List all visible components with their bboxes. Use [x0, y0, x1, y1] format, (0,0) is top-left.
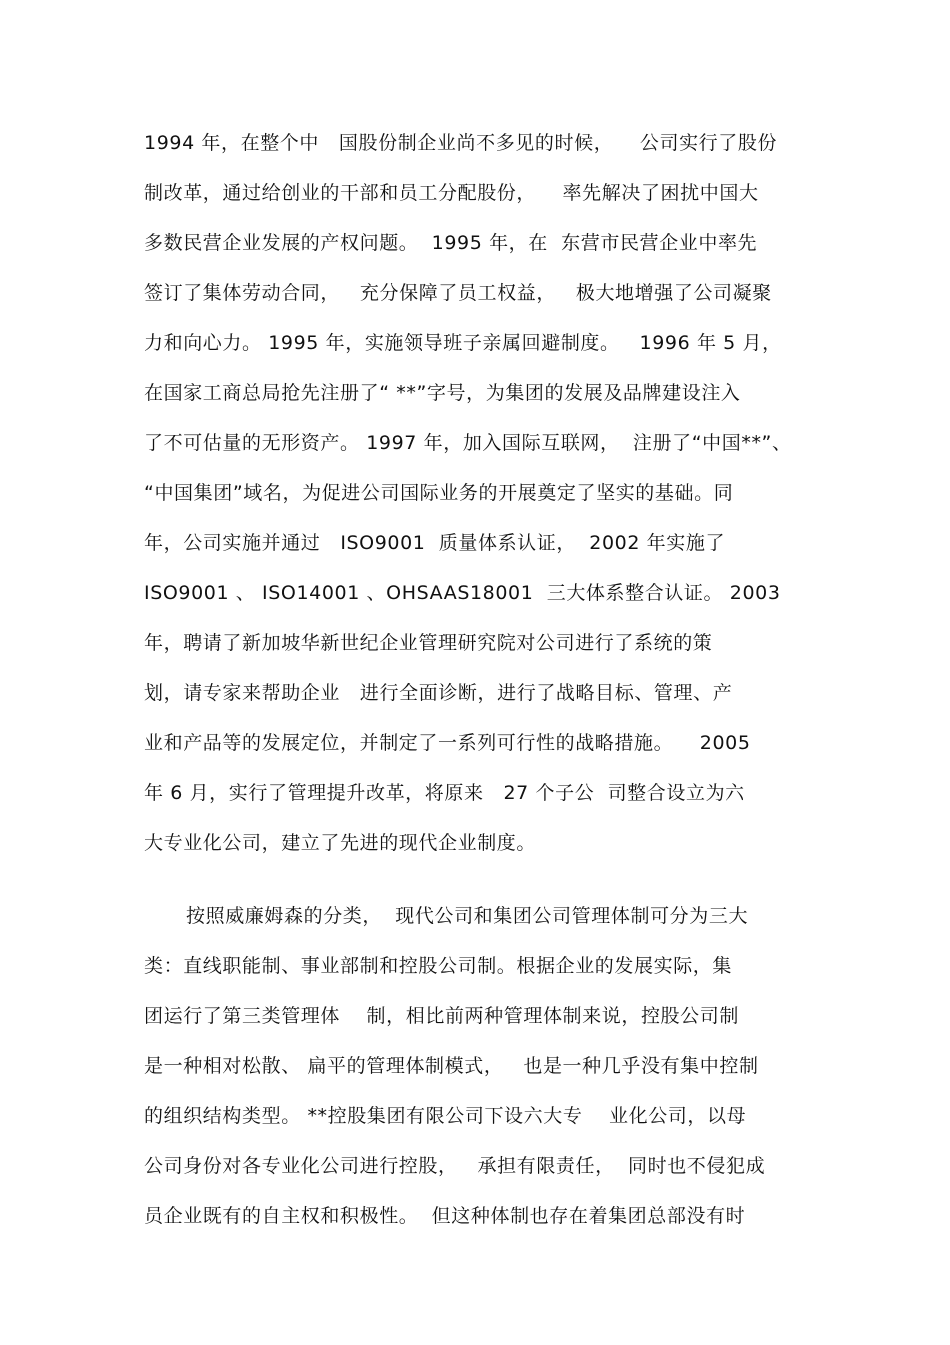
text-line: 是一种相对松散、 扁平的管理体制模式， 也是一种几乎没有集中控制 [144, 1055, 759, 1077]
text-line: 年，聘请了新加坡华新世纪企业管理研究院对公司进行了系统的策 [144, 632, 713, 654]
text-line: 划，请专家来帮助企业 进行全面诊断，进行了战略目标、管理、产 [144, 682, 733, 704]
text-line: 多数民营企业发展的产权问题。 1995 年，在 东营市民营企业中率先 [144, 232, 758, 254]
text-line: 签订了集体劳动合同， 充分保障了员工权益， 极大地增强了公司凝聚 [144, 282, 772, 304]
text-line: 类：直线职能制、事业部制和控股公司制。根据企业的发展实际，集 [144, 955, 733, 977]
text-line: 年 6 月，实行了管理提升改革，将原来 27 个子公 司整合设立为六 [144, 782, 745, 804]
text-line: “中国集团”域名，为促进公司国际业务的开展奠定了坚实的基础。同 [144, 482, 734, 504]
text-line: 的组织结构类型。 **控股集团有限公司下设六大专 业化公司，以母 [144, 1105, 747, 1127]
text-line: ISO9001 、 ISO14001 、OHSAAS18001 三大体系整合认证。 2003 [144, 582, 781, 604]
text-line: 公司身份对各专业化公司进行控股， 承担有限责任， 同时也不侵犯成 [144, 1155, 766, 1177]
text-line: 业和产品等的发展定位，并制定了一系列可行性的战略措施。 2005 [144, 732, 751, 754]
text-line: 1994 年，在整个中 国股份制企业尚不多见的时候， 公司实行了股份 [144, 132, 778, 154]
text-line: 团运行了第三类管理体 制，相比前两种管理体制来说，控股公司制 [144, 1005, 739, 1027]
text-line: 在国家工商总局抢先注册了“ **”字号，为集团的发展及品牌建设注入 [144, 382, 741, 404]
text-line: 大专业化公司，建立了先进的现代企业制度。 [144, 832, 537, 854]
text-line: 按照威廉姆森的分类， 现代公司和集团公司管理体制可分为三大 [186, 905, 749, 927]
text-line: 力和向心力。 1995 年，实施领导班子亲属回避制度。 1996 年 5 月， [144, 332, 782, 354]
text-line: 了不可估量的无形资产。 1997 年，加入国际互联网， 注册了“中国**”、 [144, 432, 792, 454]
text-line: 员企业既有的自主权和积极性。 但这种体制也存在着集团总部没有时 [144, 1205, 746, 1227]
text-line: 年，公司实施并通过 ISO9001 质量体系认证， 2002 年实施了 [144, 532, 726, 554]
text-line: 制改革，通过给创业的干部和员工分配股份， 率先解决了困扰中国大 [144, 182, 759, 204]
